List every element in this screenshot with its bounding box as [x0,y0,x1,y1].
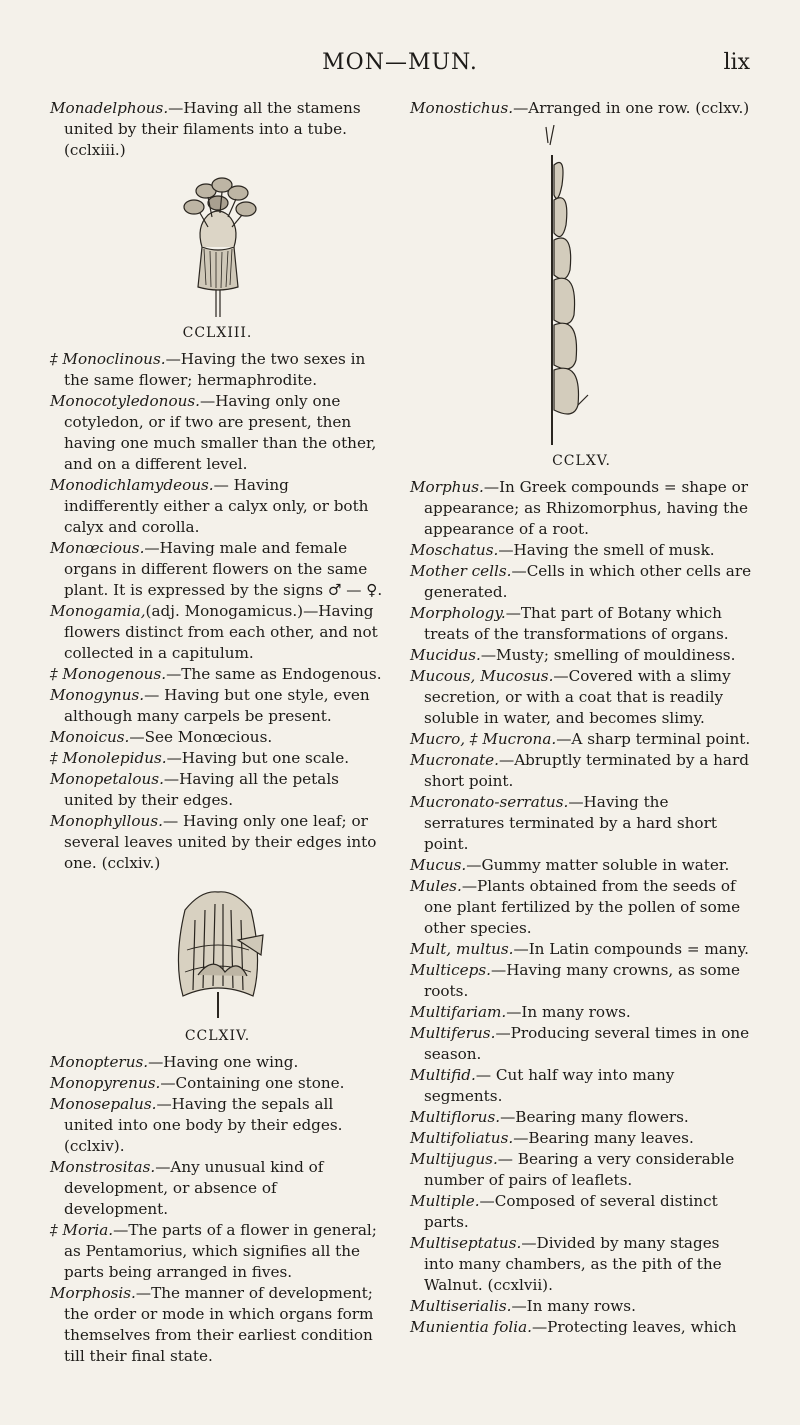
entry-definition: —Having the two sexes in the same flower; hermaphrodite. [64,350,366,389]
glossary-entry [410,960,753,1002]
entry-term: Multiferus. [410,1024,496,1042]
glossary-entry [50,98,385,161]
entry-term: Monopyrenus. [50,1074,161,1092]
entry-term: Multifoliatus. [410,1129,514,1147]
entry-term: Morphosis. [50,1284,136,1302]
entry-term: ‡ Monoclinous. [50,350,166,368]
glossary-entry [50,1220,385,1283]
glossary-entry [410,939,753,960]
page-number: lix [723,50,750,75]
figure-cclxv [410,125,753,449]
entry-term: Monocotyledonous. [50,392,200,410]
entry-definition: —Gummy matter soluble in water. [466,856,730,874]
glossary-entry [410,729,753,750]
entry-definition: —Arranged in one row. (cclxv.) [513,99,750,117]
figure-cclxiii [50,167,385,321]
figure-caption: CCLXIII. [182,325,253,341]
entry-term: Multijugus. [410,1150,498,1168]
glossary-entry [50,391,385,475]
entry-term: Morphology. [410,604,506,622]
entry-term: Mules. [410,877,462,895]
entry-definition: —Divided by many stages into many chambers, as the pith of the Walnut. (ccxlvii). [424,1234,722,1294]
glossary-entry [50,685,385,727]
entry-definition: —The manner of development; the order or mode in which organs form themselves from their earliest condition till their final state. [64,1284,374,1365]
entry-definition: — Bearing a very considerable number of pairs of leaflets. [424,1150,735,1189]
entry-list [50,98,385,161]
glossary-entry [50,1283,385,1367]
entry-term: Multiceps. [410,961,491,979]
glossary-entry [410,792,753,855]
entry-term: Monogynus. [50,686,145,704]
glossary-entry [410,1065,753,1107]
entry-definition: —Having but one scale. [166,749,350,767]
entry-term: Multifid. [410,1066,476,1084]
right-column [410,98,753,1338]
figure-caption: CCLXIV. [184,1028,251,1044]
entry-term: Monoicus. [50,728,130,746]
entry-term: Monadelphous. [50,99,169,117]
glossary-entry [410,1296,753,1317]
entry-list [410,477,753,1338]
glossary-entry [410,1233,753,1296]
glossary-entry [50,769,385,811]
entry-definition: —A sharp terminal point. [556,730,751,748]
entry-definition: —Having only one cotyledon, or if two are present, then having one much smaller than the other, and on a different level. [64,392,377,473]
entry-definition: (adj. Monogamicus.)—Having flowers distinct from each other, and not collected in a capitulum. [64,602,378,662]
glossary-entry [410,855,753,876]
entry-definition: —In many rows. [506,1003,631,1021]
glossary-entry [410,645,753,666]
glossary-entry [410,1191,753,1233]
entry-definition: —Having all the petals united by their edges. [64,770,339,809]
entry-term: Multifariam. [410,1003,507,1021]
glossary-entry [410,1317,753,1338]
figure-cclxiv [50,880,385,1024]
glossary-entry [410,666,753,729]
entry-list [410,98,753,119]
entry-term: Monodichlamydeous. [50,476,214,494]
stamen-tube-illustration [138,167,298,317]
glossary-entry [410,98,753,119]
glossary-entry [410,750,753,792]
entry-definition: —In Latin compounds = many. [513,940,750,958]
entry-term: Multiseptatus. [410,1234,522,1252]
entry-term: ‡ Moria. [50,1221,114,1239]
entry-term: Monopterus. [50,1053,149,1071]
entry-definition: —See Monœcious. [129,728,273,746]
glossary-entry [410,1128,753,1149]
entry-term: ‡ Monolepidus. [50,749,167,767]
entry-term: Monophyllous. [50,812,163,830]
left-column [50,98,385,1367]
monostichous-stem-illustration [522,125,642,445]
glossary-entry [50,811,385,874]
entry-definition: —Bearing many leaves. [513,1129,694,1147]
entry-term: Monopetalous. [50,770,164,788]
glossary-entry [50,748,385,769]
figure-caption: CCLXV. [552,453,611,469]
monophyllous-leaf-illustration [143,880,293,1020]
entry-definition: —Producing several times in one season. [424,1024,750,1063]
entry-definition: —Cells in which other cells are generated. [424,562,752,601]
entry-definition: —Musty; smelling of mouldiness. [480,646,736,664]
glossary-entry [50,475,385,538]
running-head: MON—MUN. [322,50,478,75]
glossary-entry [410,477,753,540]
glossary-entry [50,1157,385,1220]
entry-definition: — Having indifferently either a calyx only, or both calyx and corolla. [64,476,369,536]
entry-term: Monogamia, [50,602,146,620]
entry-definition: —Having the serratures terminated by a hard short point. [424,793,717,853]
glossary-entry [50,538,385,601]
entry-definition: —In many rows. [511,1297,636,1315]
entry-definition: —Abruptly terminated by a hard short point. [424,751,749,790]
entry-term: Mucro, ‡ Mucrona. [410,730,557,748]
glossary-entry [410,603,753,645]
glossary-entry [410,540,753,561]
entry-term: Monostichus. [410,99,514,117]
entry-definition: —The same as Endogenous. [166,665,382,683]
glossary-entry [410,876,753,939]
glossary-entry [50,1073,385,1094]
entry-definition: —Having the smell of musk. [498,541,715,559]
entry-term: Multiserialis. [410,1297,512,1315]
glossary-entry [50,1094,385,1157]
entry-term: ‡ Monogenous. [50,665,167,683]
entry-term: Munientia folia. [410,1318,532,1336]
entry-term: Mother cells. [410,562,512,580]
glossary-entry [410,1107,753,1128]
entry-definition: — Having only one leaf; or several leaves united by their edges into one. (cclxiv.) [64,812,377,872]
glossary-entry [410,1002,753,1023]
entry-definition: —Covered with a slimy secretion, or with a coat that is readily soluble in water, and becomes slimy. [424,667,731,727]
entry-list [50,349,385,874]
entry-definition: —Composed of several distinct parts. [424,1192,718,1231]
entry-term: Mult, multus. [410,940,514,958]
entry-term: Moschatus. [410,541,499,559]
glossary-entry [50,727,385,748]
glossary-entry [50,1052,385,1073]
entry-definition: —That part of Botany which treats of the transformations of organs. [424,604,729,643]
entry-term: Mucronato-serratus. [410,793,569,811]
entry-definition: —Having the sepals all united into one body by their edges. (cclxiv). [64,1095,343,1155]
entry-term: Mucronate. [410,751,499,769]
entry-definition: —Having male and female organs in different flowers on the same plant. It is expressed by the signs ♂ — ♀. [64,539,383,599]
entry-definition: —Protecting leaves, which [531,1318,737,1336]
entry-definition: —The parts of a flower in general; as Pentamorius, which signifies all the parts being arranged in fives. [64,1221,377,1281]
glossary-entry [410,1023,753,1065]
glossary-entry [410,561,753,603]
page-header [0,50,800,80]
glossary-entry [410,1149,753,1191]
entry-definition: —Having one wing. [148,1053,299,1071]
glossary-entry [50,349,385,391]
entry-definition: —Any unusual kind of development, or absence of development. [64,1158,324,1218]
entry-term: Mucus. [410,856,467,874]
entry-definition: —Plants obtained from the seeds of one plant fertilized by the pollen of some other species. [424,877,741,937]
entry-term: Monœcious. [50,539,145,557]
entry-definition: —Bearing many flowers. [500,1108,689,1126]
entry-definition: — Cut half way into many segments. [424,1066,675,1105]
entry-term: Monstrositas. [50,1158,156,1176]
entry-term: Mucous, Mucosus. [410,667,554,685]
entry-term: Multiple. [410,1192,480,1210]
glossary-entry [50,664,385,685]
entry-term: Multiflorus. [410,1108,501,1126]
entry-term: Monosepalus. [50,1095,157,1113]
entry-term: Mucidus. [410,646,481,664]
entry-definition: —In Greek compounds = shape or appearance; as Rhizomorphus, having the appearance of a root. [424,478,749,538]
entry-term: Morphus. [410,478,484,496]
entry-list [50,1052,385,1367]
entry-definition: —Containing one stone. [160,1074,345,1092]
entry-definition: — Having but one style, even although many carpels be present. [64,686,370,725]
entry-definition: —Having all the stamens united by their filaments into a tube. (cclxiii.) [64,99,361,159]
glossary-entry [50,601,385,664]
entry-definition: —Having many crowns, as some roots. [424,961,741,1000]
